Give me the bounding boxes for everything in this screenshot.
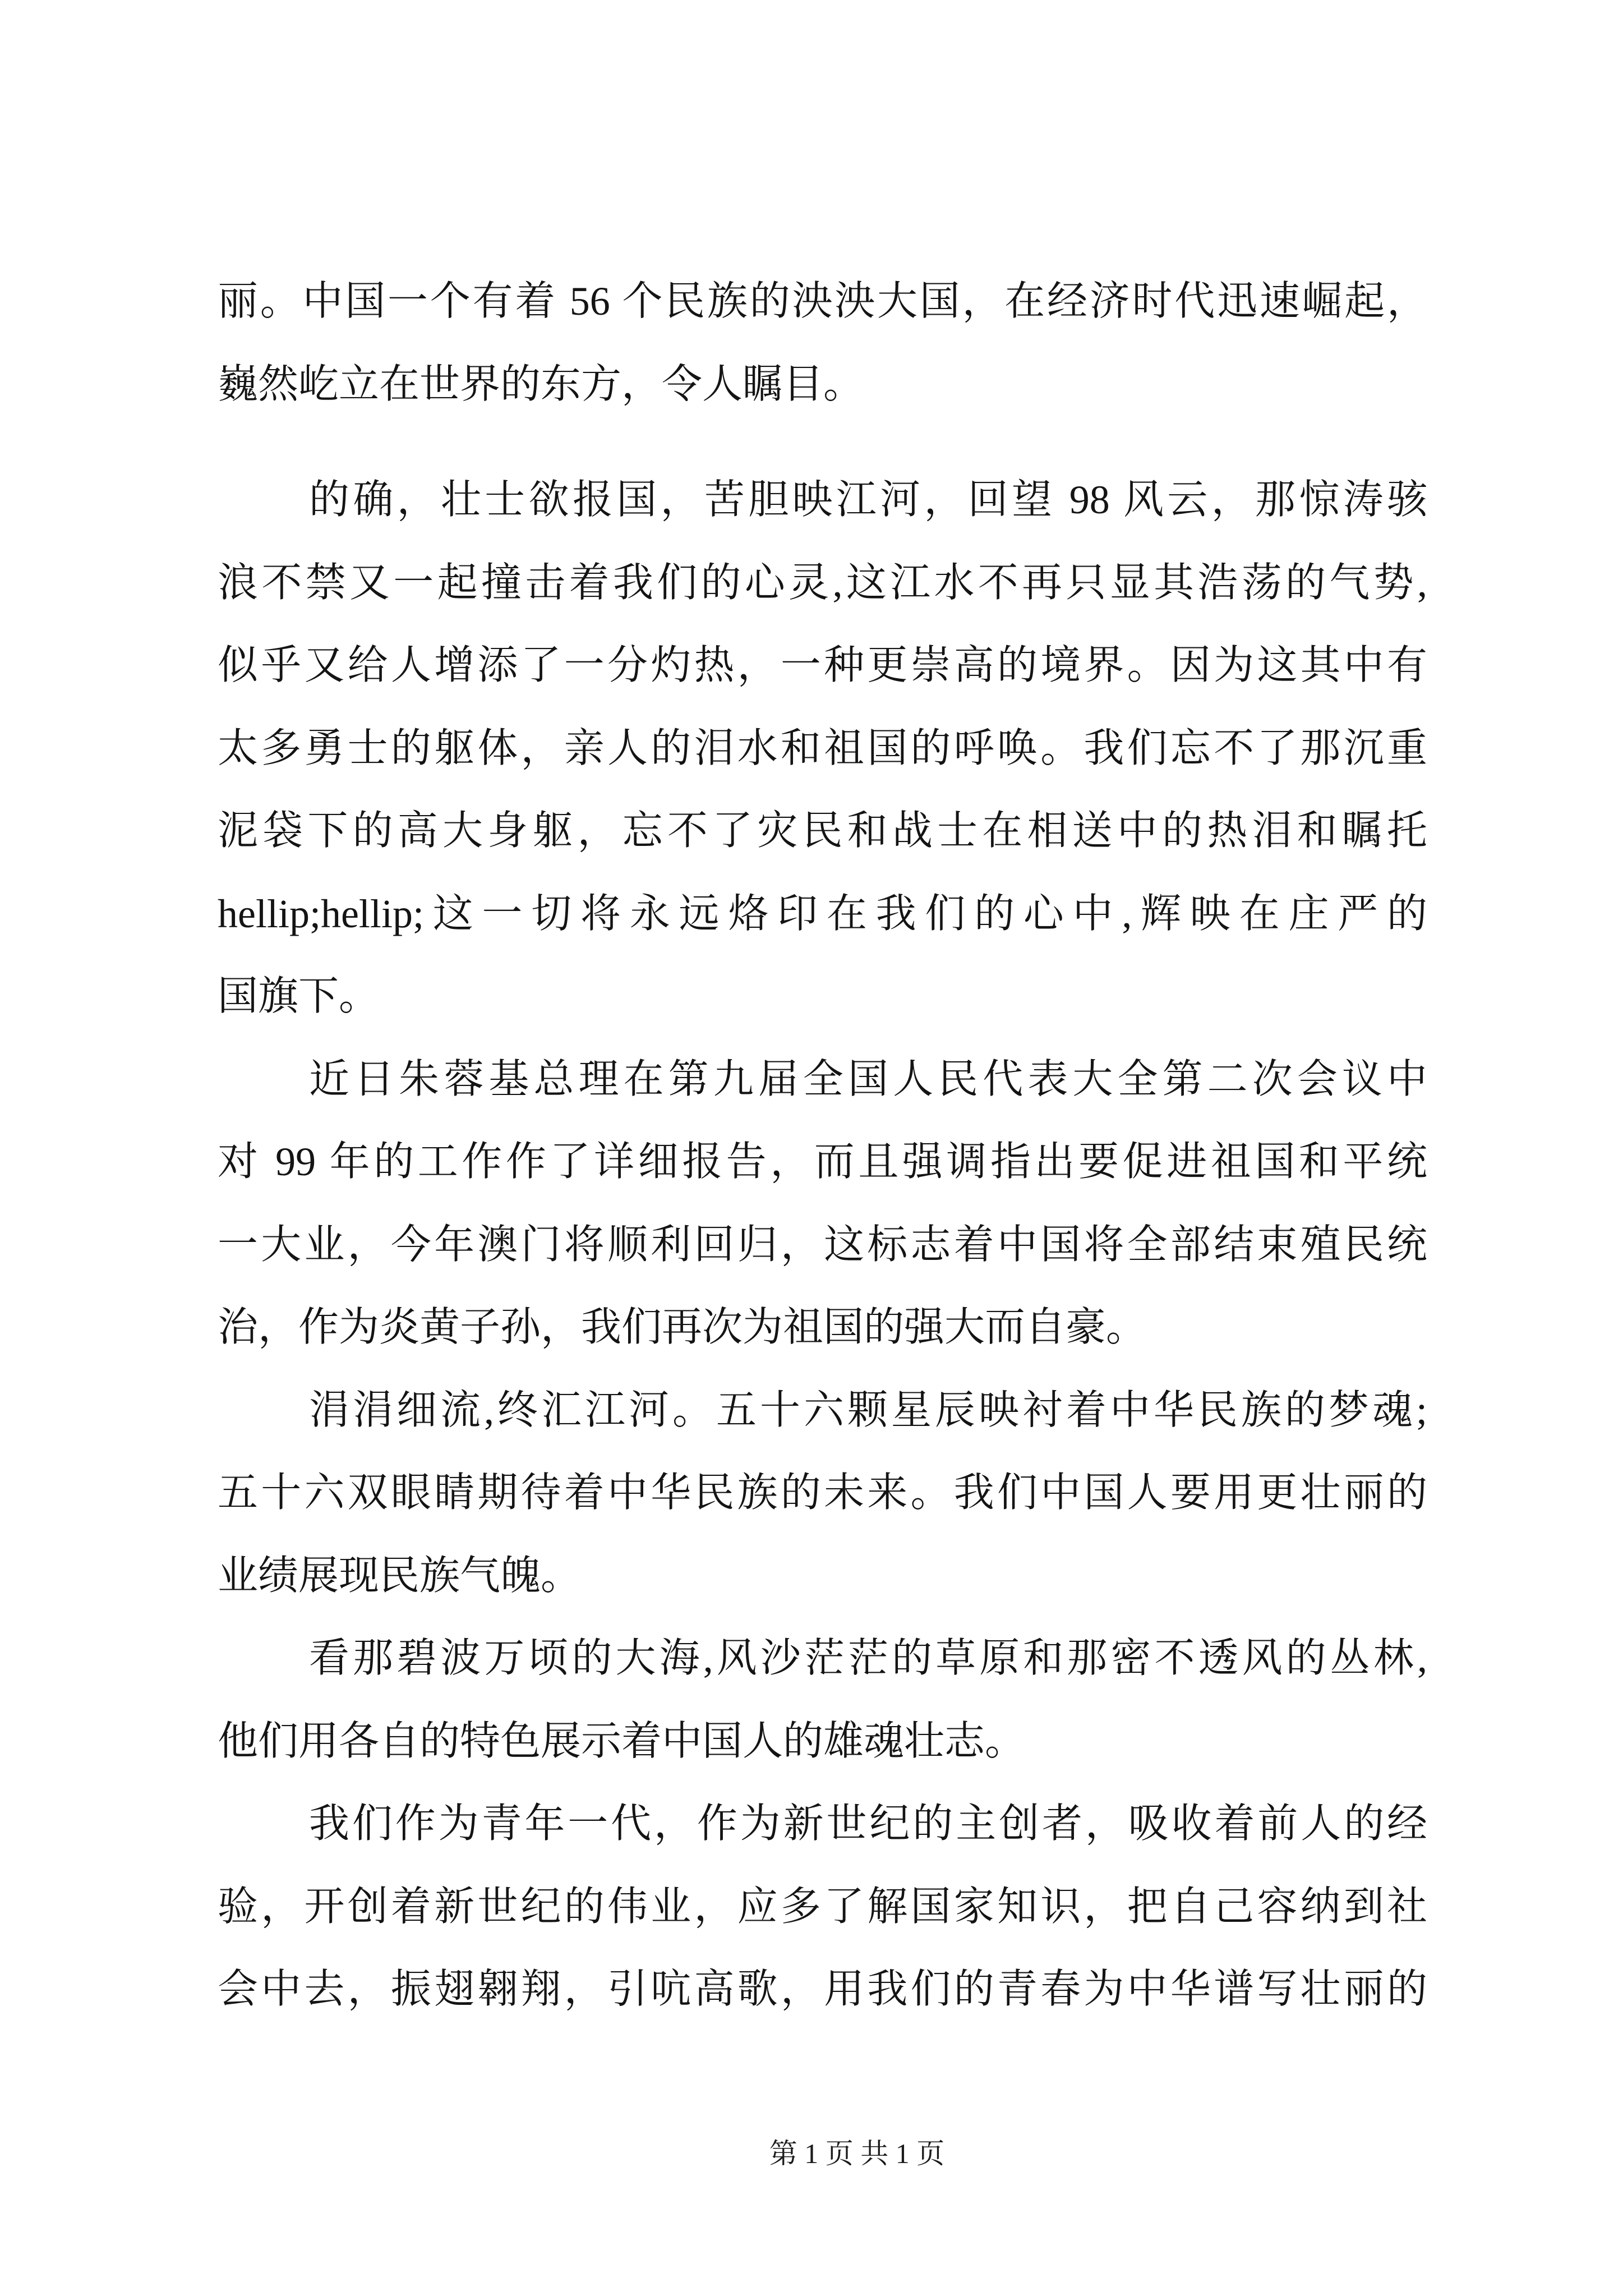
text-line: 太多勇士的躯体，亲人的泪水和祖国的呼唤。我们忘不了那沉重 bbox=[218, 725, 1427, 771]
text-line: 五十六双眼睛期待着中华民族的未来。我们中国人要用更壮丽的 bbox=[218, 1470, 1427, 1515]
paragraph bbox=[218, 1783, 1427, 2031]
text-line: 验，开创着新世纪的伟业，应多了解国家知识，把自己容纳到社 bbox=[218, 1884, 1427, 1929]
text-line: 看那碧波万顷的大海,风沙茫茫的草原和那密不透风的丛林, bbox=[309, 1636, 1427, 1681]
paragraph bbox=[218, 260, 1427, 426]
text-line: 他们用各自的特色展示着中国人的雄魂壮志。 bbox=[218, 1718, 1026, 1764]
text-line: 浪不禁又一起撞击着我们的心灵,这江水不再只显其浩荡的气势, bbox=[218, 560, 1427, 605]
text-line: 涓涓细流,终汇江河。五十六颗星辰映衬着中华民族的梦魂; bbox=[309, 1387, 1427, 1433]
paragraph bbox=[218, 1038, 1427, 1369]
text-line: 国旗下。 bbox=[218, 974, 380, 1019]
text-line: 巍然屹立在世界的东方，令人瞩目。 bbox=[218, 361, 864, 407]
text-line: 会中去，振翅翱翔，引吭高歌，用我们的青春为中华谱写壮丽的 bbox=[218, 1967, 1427, 2012]
text-line: 对 99 年的工作作了详细报告，而且强调指出要促进祖国和平统 bbox=[218, 1139, 1427, 1184]
paragraph bbox=[218, 1369, 1427, 1618]
text-line: 业绩展现民族气魄。 bbox=[218, 1553, 582, 1598]
body-text bbox=[218, 260, 1427, 2031]
text-line: hellip;hellip;这一切将永远烙印在我们的心中,辉映在庄严的 bbox=[218, 891, 1427, 936]
paragraph bbox=[218, 459, 1427, 1038]
page-footer: 第 1 页 共 1 页 bbox=[769, 2138, 945, 2169]
text-line: 丽。中国一个有着 56 个民族的泱泱大国，在经济时代迅速崛起， bbox=[218, 279, 1427, 324]
text-line: 一大业，今年澳门将顺利回归，这标志着中国将全部结束殖民统 bbox=[218, 1222, 1427, 1267]
text-line: 的确，壮士欲报国，苦胆映江河，回望 98 风云，那惊涛骇 bbox=[309, 477, 1427, 522]
text-line: 泥袋下的高大身躯，忘不了灾民和战士在相送中的热泪和瞩托 bbox=[218, 808, 1427, 853]
text-line: 治，作为炎黄子孙，我们再次为祖国的强大而自豪。 bbox=[218, 1305, 1147, 1350]
text-line: 我们作为青年一代，作为新世纪的主创者，吸收着前人的经 bbox=[309, 1801, 1427, 1846]
paragraph bbox=[218, 1617, 1427, 1783]
text-line: 近日朱蓉基总理在第九届全国人民代表大全第二次会议中 bbox=[309, 1056, 1427, 1102]
text-line: 似乎又给人增添了一分灼热，一种更崇高的境界。因为这其中有 bbox=[218, 643, 1427, 688]
